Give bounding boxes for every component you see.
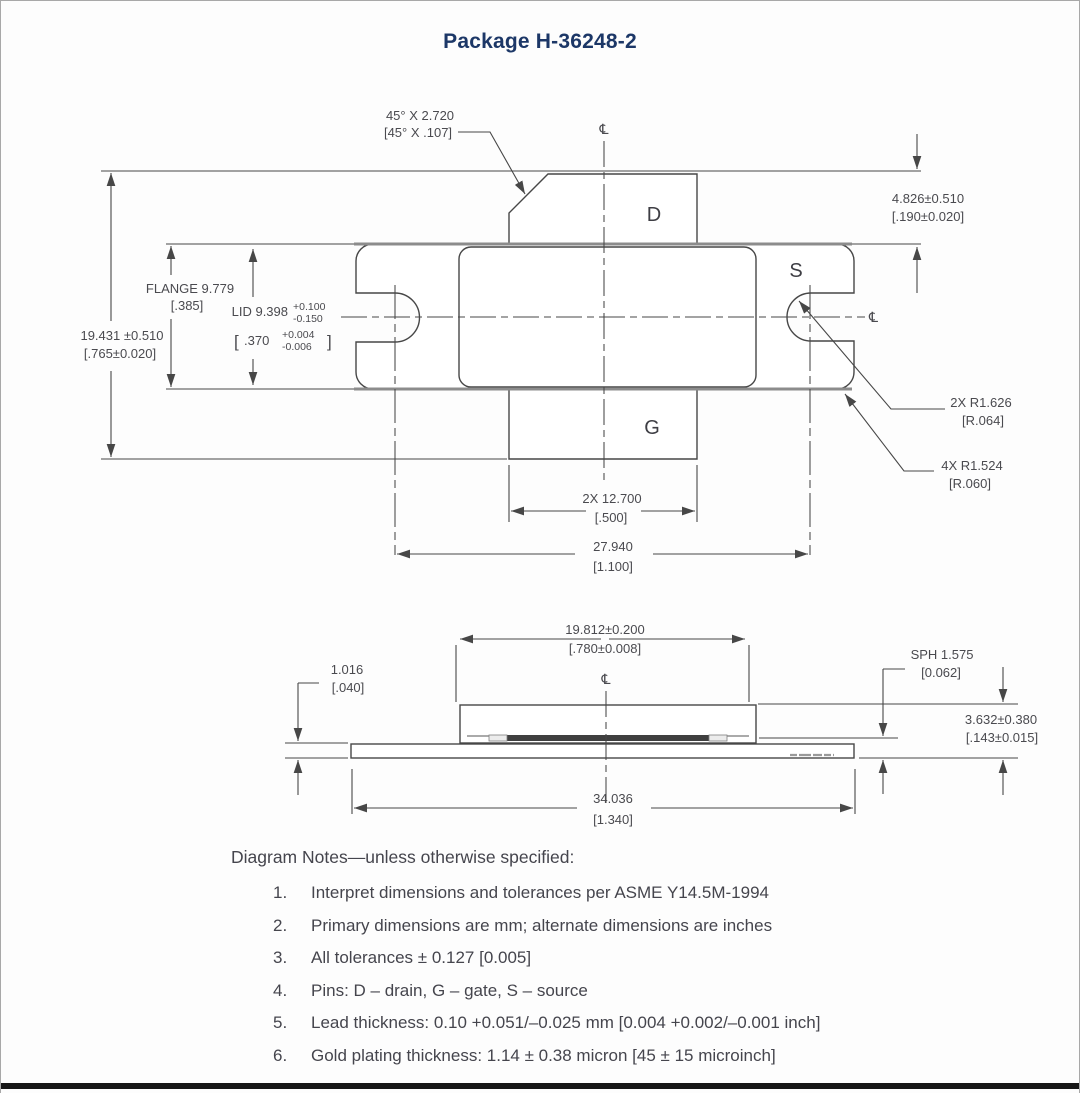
note-number: 6.: [273, 1045, 288, 1065]
diagram-notes: [231, 847, 911, 1078]
notes-heading: Diagram Notes—unless otherwise specified:: [231, 847, 575, 867]
note-text: Primary dimensions are mm; alternate dimensions are inches: [311, 915, 773, 935]
bottom-divider: [1, 1083, 1079, 1089]
dim-flange-thickness: [298, 662, 364, 795]
dim-lead-height: [892, 134, 964, 293]
callout-chamfer-in: [45° X .107]: [383, 125, 453, 140]
centerline-icon: ℄: [599, 122, 609, 138]
dim-lid-height-tol-plus: +0.100: [293, 301, 326, 313]
dim-lid-height: [232, 249, 332, 385]
bracket-open: [: [234, 332, 239, 351]
note-item-4: [273, 981, 911, 1001]
dim-flange-height-mm: FLANGE 9.779: [145, 281, 235, 296]
dim-lead-width: [511, 491, 695, 525]
dim-overall-thickness-mm: 3.632±0.380: [964, 712, 1038, 727]
seal-band: [505, 735, 711, 741]
note-text: Interpret dimensions and tolerances per ASME Y14.5M-1994: [311, 883, 770, 902]
dim-flange-height: [146, 246, 234, 387]
note-item-2: [273, 916, 911, 936]
pin-label-drain: D: [646, 204, 662, 226]
dim-flange-height-in: [.385]: [170, 298, 204, 313]
dim-lead-width-mm: 2X 12.700: [582, 491, 642, 506]
note-item-3: [273, 948, 911, 968]
dim-flange-length: [354, 791, 853, 827]
dim-sph-mm: SPH 1.575: [910, 647, 974, 662]
pin-label-source: S: [789, 260, 803, 282]
gate-lead: [509, 389, 697, 459]
dim-lead-height-mm: 4.826±0.510: [891, 191, 965, 206]
bracket-close: ]: [327, 332, 332, 351]
callout-hole-radius-in: [R.064]: [962, 413, 1004, 428]
note-item-1: [273, 883, 911, 903]
dim-lid-height-in-tol-minus: -0.006: [282, 341, 312, 353]
note-number: 3.: [273, 948, 288, 968]
lead-exit-left: [489, 735, 507, 741]
dim-lead-height-in: [.190±0.020]: [891, 209, 965, 224]
dim-overall-thickness-in: [.143±0.015]: [965, 730, 1039, 745]
note-item-6: [273, 1046, 911, 1066]
note-number: 1.: [273, 883, 288, 902]
dim-overall-height: [80, 173, 163, 457]
dim-flange-length-in: [1.340]: [593, 812, 633, 827]
dim-lid-height-in: .370: [244, 333, 270, 348]
dim-lead-width-in: [.500]: [594, 510, 628, 525]
callout-corner-radius-mm: 4X R1.524: [941, 458, 1003, 473]
callout-chamfer-mm: 45° X 2.720: [385, 108, 455, 123]
dim-hole-spacing-mm: 27.940: [593, 539, 633, 554]
callout-corner-radius-in: [R.060]: [949, 476, 991, 491]
pin-label-gate: G: [644, 417, 660, 439]
drain-lead: [509, 174, 697, 244]
dim-lid-length-in: [.780±0.008]: [568, 641, 642, 656]
dim-overall-height-mm: 19.431 ±0.510: [80, 328, 164, 343]
dim-lid-length-mm: 19.812±0.200: [565, 622, 645, 637]
dim-hole-spacing: [397, 539, 808, 574]
dim-flange-thickness-mm: 1.016: [330, 662, 364, 677]
dim-lid-length: [460, 622, 745, 656]
dim-flange-length-mm: 34.036: [593, 791, 633, 806]
dim-overall-thickness: [965, 667, 1038, 795]
dim-lid-height-in-tol-plus: +0.004: [282, 329, 315, 341]
note-text: All tolerances ± 0.127 [0.005]: [311, 948, 532, 968]
note-item-5: [273, 1013, 911, 1033]
dim-flange-thickness-in: [.040]: [331, 680, 365, 695]
side-flange-outline: [351, 744, 854, 758]
top-view: [80, 108, 1011, 574]
dim-hole-spacing-in: [1.100]: [593, 559, 633, 574]
note-text: Lead thickness: 0.10 +0.051/–0.025 mm [0.004 +0.002/–0.001 inch]: [311, 1013, 821, 1033]
note-number: 4.: [273, 980, 288, 1000]
centerline-icon: ℄: [601, 672, 611, 688]
note-text: Gold plating thickness: 1.14 ± 0.38 micron [45 ± 15 microinch]: [311, 1045, 776, 1065]
lead-exit-right: [709, 735, 727, 741]
centerline-icon: ℄: [869, 310, 878, 326]
note-text: Pins: D – drain, G – gate, S – source: [311, 980, 588, 1000]
dim-lid-height-tol-minus: -0.150: [293, 313, 323, 325]
callout-hole-radius-mm: 2X R1.626: [950, 395, 1012, 410]
dim-sph-in: [0.062]: [921, 665, 961, 680]
page-title: Package H-36248-2: [443, 30, 637, 53]
note-number: 2.: [273, 915, 288, 935]
side-view: [285, 622, 1038, 827]
callout-chamfer: [384, 108, 525, 194]
note-number: 5.: [273, 1013, 288, 1033]
dim-overall-height-in: [.765±0.020]: [83, 346, 157, 361]
dim-lid-height-mm: LID 9.398: [231, 304, 288, 319]
